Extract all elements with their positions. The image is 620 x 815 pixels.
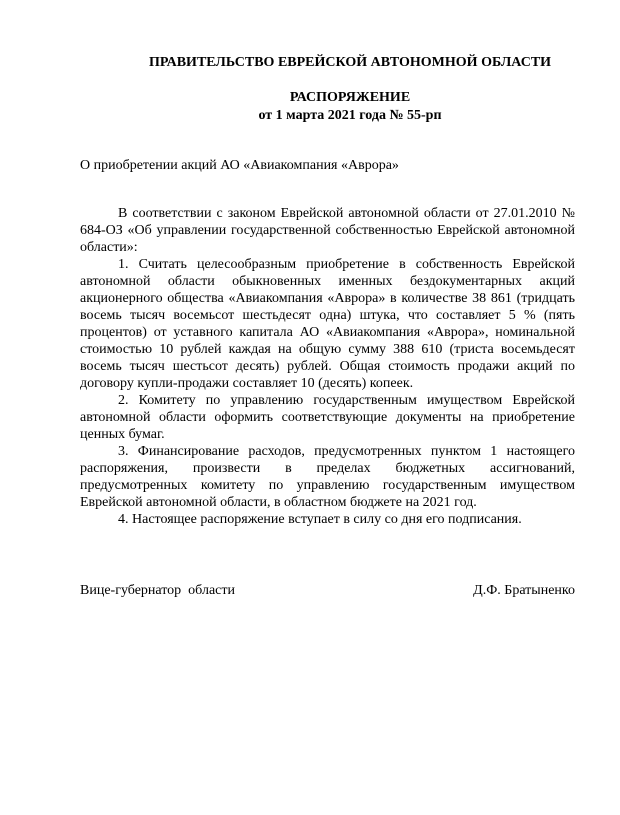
body-item-4: 4. Настоящее распоряжение вступает в силу со дня его подписания. xyxy=(118,512,522,527)
signature-block xyxy=(80,582,575,599)
body-item-3: 3. Финансирование расходов, предусмотренных пунктом 1 настоящего распоряжения, произвести в пределах бюджетных ассигнований, предусмотренных комитету по управлению государственным имуществом Еврейской автономной области, в областном бюджете на 2021 год. xyxy=(80,444,575,510)
body-item-1: 1. Считать целесообразным приобретение в собственность Еврейской автономной области обыкновенных именных бездокументарных акций акционерного общества «Авиакомпания «Аврора» в количестве 38 861 (тридцать восемь тысяч восемьсот шестьдесят одна) штука, что составляет 5 % (пять процентов) от уставного капитала АО «Авиакомпания «Аврора», номинальной стоимостью 10 рублей каждая на общую сумму 388 610 (триста восемьдесят восемь тысяч шестьсот десять) рублей. Общая стоимость продажи акций по договору купли-продажи составляет 10 (десять) копеек. xyxy=(80,257,575,391)
document-body xyxy=(80,205,575,528)
document-type-title: РАСПОРЯЖЕНИЕ xyxy=(289,90,411,105)
signer-title: Вице-губернатор области xyxy=(80,583,235,598)
government-title: ПРАВИТЕЛЬСТВО ЕВРЕЙСКОЙ АВТОНОМНОЙ ОБЛАСТИ xyxy=(148,55,552,70)
body-preamble: В соответствии с законом Еврейской автономной области от 27.01.2010 № 684-ОЗ «Об управлении государственной собственностью Еврейской автономной области»: xyxy=(80,206,575,255)
document-date-number: от 1 марта 2021 года № 55-рп xyxy=(258,108,442,123)
document-subject: О приобретении акций АО «Авиакомпания «Аврора» xyxy=(80,158,399,173)
signer-name: Д.Ф. Братыненко xyxy=(473,583,575,598)
body-item-2: 2. Комитету по управлению государственным имуществом Еврейской автономной области оформить соответствующие документы на приобретение ценных бумаг. xyxy=(80,393,575,442)
